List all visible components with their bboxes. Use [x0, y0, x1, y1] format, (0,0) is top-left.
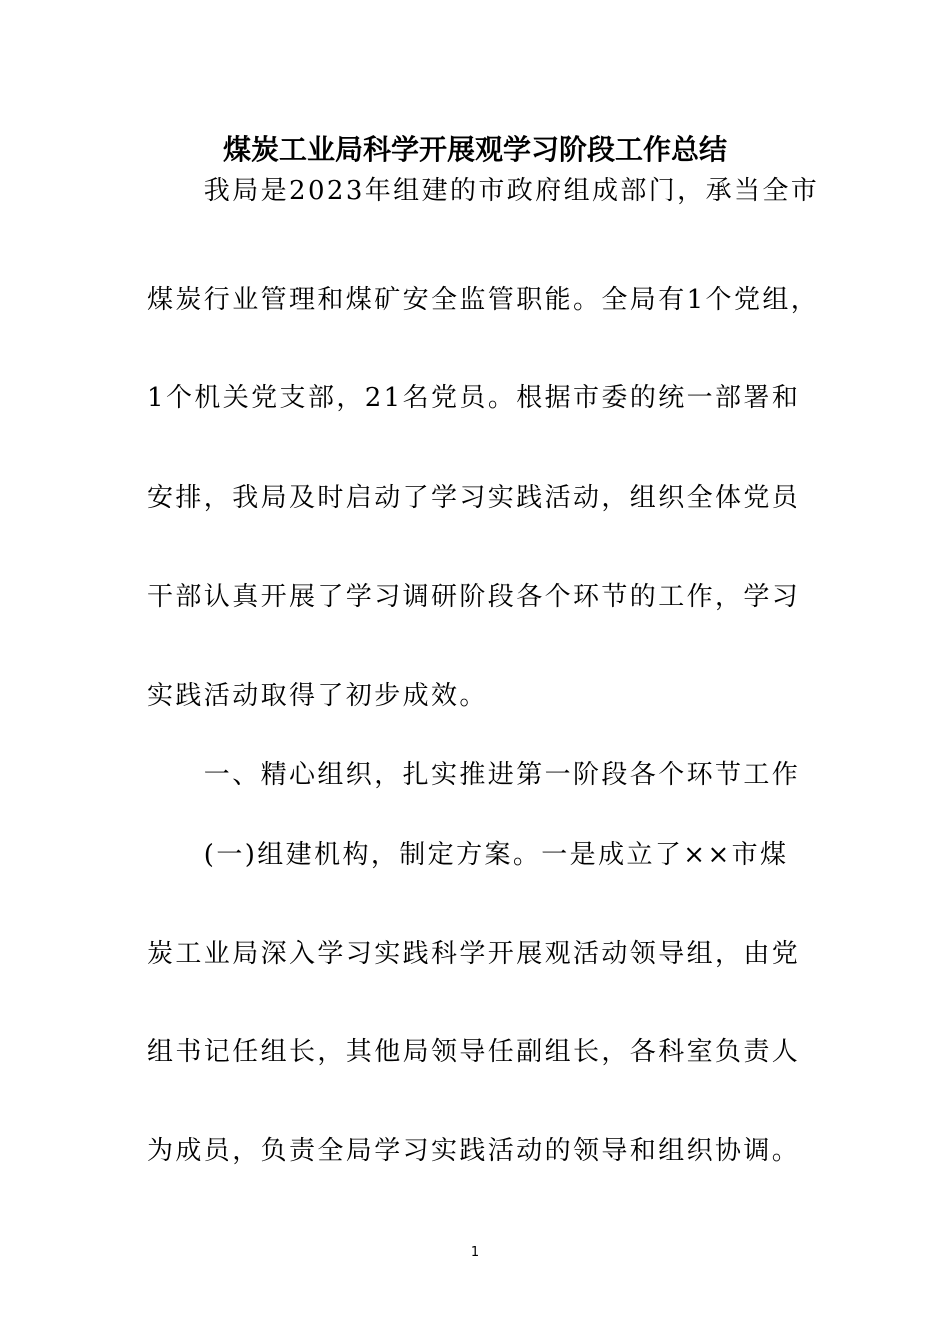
- paragraph-line: 为成员，负责全局学习实践活动的领导和组织协调。: [147, 1136, 801, 1166]
- paragraph-line: 炭工业局深入学习实践科学开展观活动领导组，由党: [147, 939, 801, 969]
- document-title: 煤炭工业局科学开展观学习阶段工作总结: [222, 133, 727, 166]
- paragraph-line: 安排，我局及时启动了学习实践活动，组织全体党员: [147, 483, 801, 513]
- paragraph-line: 1个机关党支部，21名党员。根据市委的统一部署和: [147, 383, 801, 413]
- page-number: 1: [470, 1245, 480, 1260]
- section-heading-line: 一、精心组织，扎实推进第一阶段各个环节工作: [147, 760, 801, 790]
- paragraph-line: 干部认真开展了学习调研阶段各个环节的工作，学习: [147, 582, 801, 612]
- paragraph-line: 组书记任组长，其他局领导任副组长，各科室负责人: [147, 1037, 801, 1067]
- paragraph-line: 我局是2023年组建的市政府组成部门，承当全市: [147, 176, 820, 206]
- paragraph-line: (一)组建机构，制定方案。一是成立了××市煤: [147, 840, 789, 870]
- paragraph-line: 煤炭行业管理和煤矿安全监管职能。全局有1个党组，: [147, 285, 820, 315]
- paragraph-line: 实践活动取得了初步成效。: [147, 681, 488, 711]
